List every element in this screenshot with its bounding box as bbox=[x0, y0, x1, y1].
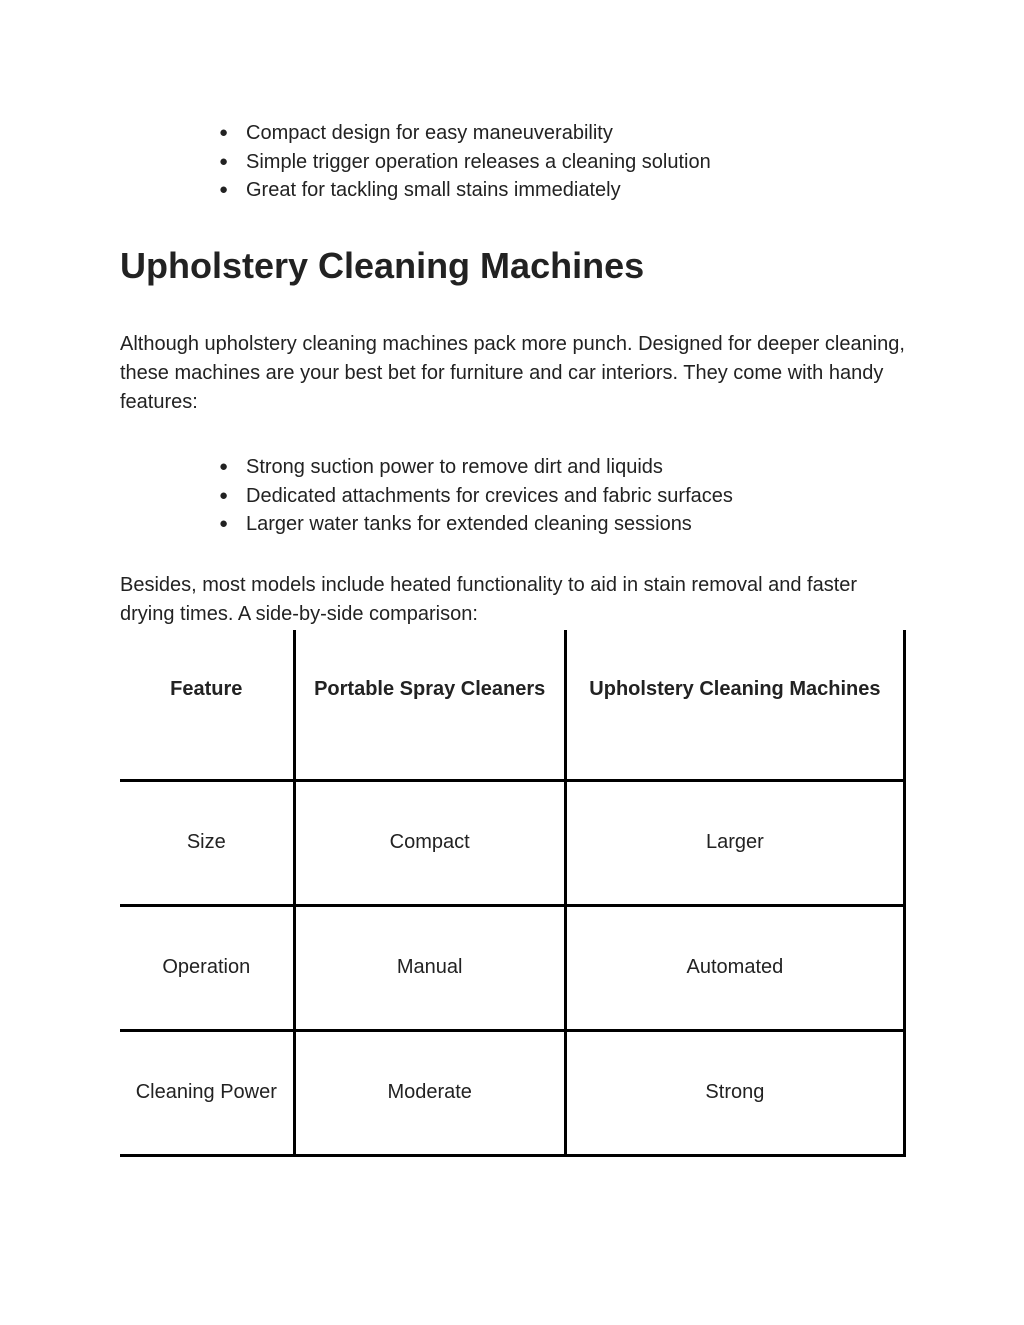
bullet-icon: ● bbox=[219, 152, 229, 170]
list-item-text: Dedicated attachments for crevices and fabric surfaces bbox=[246, 484, 733, 507]
feature-bullet-list bbox=[219, 453, 733, 539]
bullet-icon: ● bbox=[219, 515, 229, 533]
intro-bullet-list bbox=[219, 119, 711, 205]
comparison-table bbox=[120, 630, 906, 1157]
table-header-cell: Feature bbox=[120, 630, 294, 780]
table-cell: Strong bbox=[565, 1030, 904, 1155]
bullet-icon: ● bbox=[219, 124, 229, 141]
table-row bbox=[120, 905, 905, 1030]
list-item bbox=[219, 148, 711, 177]
list-item bbox=[219, 482, 733, 511]
table-row bbox=[120, 1030, 905, 1155]
bullet-icon: ● bbox=[219, 458, 229, 475]
table-cell: Cleaning Power bbox=[120, 1030, 294, 1155]
bullet-icon: ● bbox=[219, 181, 229, 199]
list-item-text: Larger water tanks for extended cleaning sessions bbox=[246, 513, 692, 536]
table-cell: Compact bbox=[294, 780, 565, 905]
table-cell: Larger bbox=[565, 780, 904, 905]
list-item-text: Compact design for easy maneuverability bbox=[246, 122, 613, 144]
table-header-cell: Upholstery Cleaning Machines bbox=[565, 630, 904, 780]
list-item bbox=[219, 453, 733, 482]
list-item bbox=[219, 176, 711, 205]
table-header-cell: Portable Spray Cleaners bbox=[294, 630, 565, 780]
bullet-icon: ● bbox=[219, 486, 229, 504]
table-cell: Size bbox=[120, 780, 294, 905]
table-cell: Moderate bbox=[294, 1030, 565, 1155]
table-cell: Operation bbox=[120, 905, 294, 1030]
table-row bbox=[120, 780, 905, 905]
table-header-row bbox=[120, 630, 905, 780]
list-item bbox=[219, 510, 733, 539]
list-item bbox=[219, 119, 711, 148]
intro-paragraph: Although upholstery cleaning machines pack more punch. Designed for deeper cleaning, these machines are your best bet for furniture and car interiors. They come with handy features: bbox=[120, 333, 905, 413]
section-heading: Upholstery Cleaning Machines bbox=[120, 245, 645, 286]
list-item-text: Strong suction power to remove dirt and liquids bbox=[246, 456, 663, 478]
table-cell: Automated bbox=[565, 905, 904, 1030]
comparison-intro-paragraph: Besides, most models include heated functionality to aid in stain removal and faster drying times. A side-by-side comparison: bbox=[120, 574, 858, 625]
table-cell: Manual bbox=[294, 905, 565, 1030]
list-item-text: Simple trigger operation releases a cleaning solution bbox=[246, 150, 711, 173]
list-item-text: Great for tackling small stains immediately bbox=[246, 179, 621, 202]
